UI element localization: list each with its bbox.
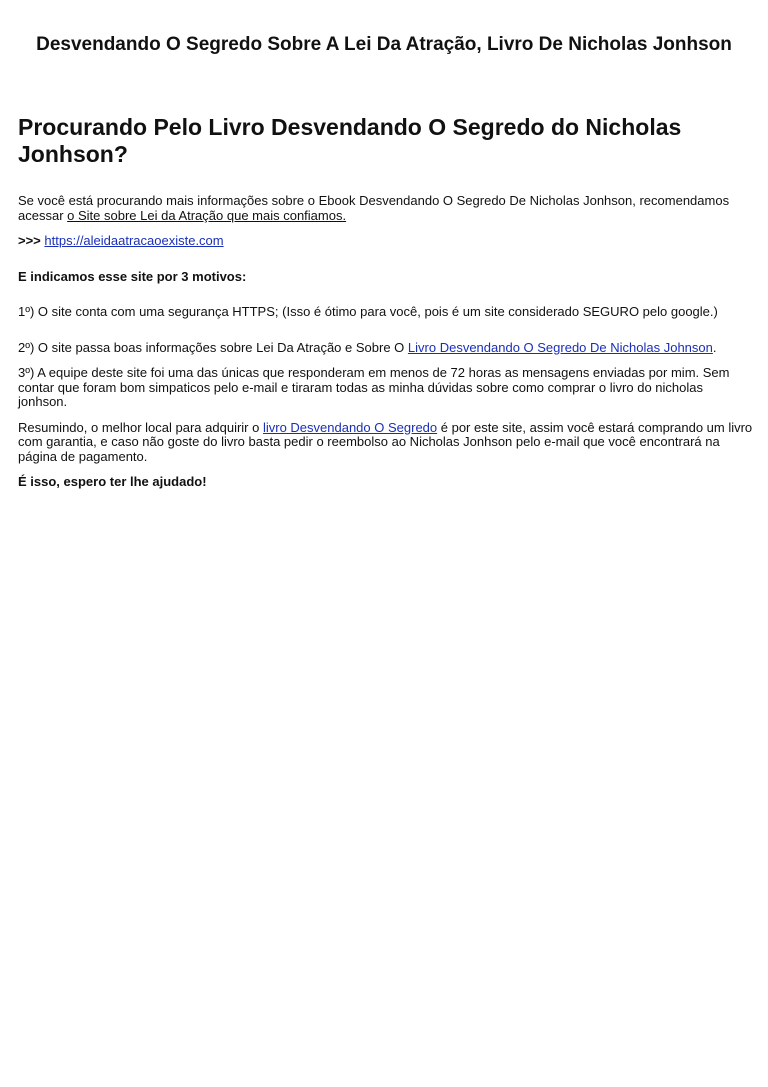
- motive-2-text: 2º) O site passa boas informações sobre Lei Da Atração e Sobre O: [18, 339, 408, 355]
- trusted-site-link[interactable]: o Site sobre Lei da Atração que mais confiamos.: [67, 207, 347, 223]
- document-title: Desvendando O Segredo Sobre A Lei Da Atração, Livro De Nicholas Jonhson: [36, 34, 732, 55]
- summary-paragraph: [18, 421, 754, 465]
- intro-text: Se você está procurando mais informações sobre o Ebook Desvendando O Segredo De Nicholas Jonhson, recomendamos acessar: [18, 193, 730, 223]
- arrow-prefix: >>>: [18, 233, 41, 248]
- motive-2-paragraph: [18, 341, 754, 356]
- page-heading: Procurando Pelo Livro Desvendando O Segredo do Nicholas Jonhson?: [18, 114, 682, 167]
- summary-text-end: é por este site, assim você estará comprando um livro com garantia, e caso não goste do livro basta pedir o reembolso ao Nicholas Jonhson pelo e-mail que você encontrará na página de pagamento.: [18, 419, 753, 464]
- motive-3-paragraph: 3º) A equipe deste site foi uma das únicas que responderam em menos de 72 horas as mensagens enviadas por mim. Sem contar que foram bom simpaticos pelo e-mail e tiraram todas as minha dúvidas sobre como comprar o livro do nicholas jonhson.: [18, 365, 730, 409]
- motives-heading: E indicamos esse site por 3 motivos:: [18, 268, 247, 284]
- book-link[interactable]: Livro Desvendando O Segredo De Nicholas Johnson: [407, 339, 713, 355]
- summary-text-start: Resumindo, o melhor local para adquirir o: [18, 419, 263, 435]
- closing-line: É isso, espero ter lhe ajudado!: [18, 474, 207, 489]
- document-body: [18, 114, 754, 490]
- intro-paragraph: [18, 194, 754, 223]
- motive-1-paragraph: 1º) O site conta com uma segurança HTTPS; (Isso é ótimo para você, pois é um site considerado SEGURO pelo google.): [18, 304, 718, 319]
- motive-2-period: .: [712, 339, 717, 355]
- site-url-link[interactable]: https://aleidaatracaoexiste.com: [44, 233, 224, 248]
- site-link-line: [18, 234, 754, 249]
- summary-book-link[interactable]: livro Desvendando O Segredo: [262, 419, 438, 435]
